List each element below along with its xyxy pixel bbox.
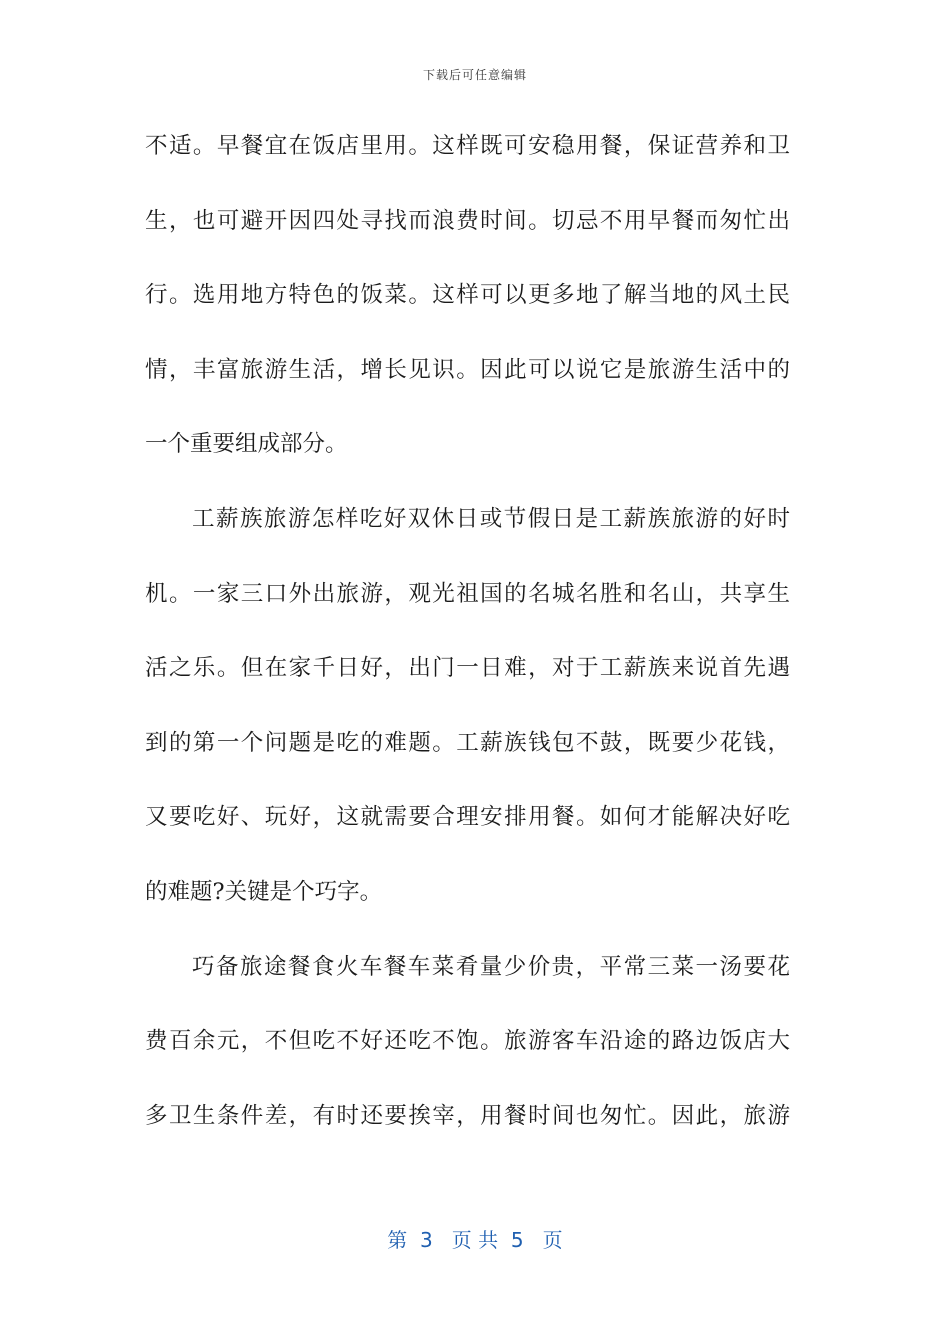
paragraph-3-line-3: 多卫生条件差，有时还要挨宰，用餐时间也匆忙。因此，旅游 [145, 1102, 790, 1129]
paragraph-1-line-1: 不适。早餐宜在饭店里用。这样既可安稳用餐，保证营养和卫 [145, 133, 790, 159]
paragraph-2-line-2: 机。一家三口外出旅游，观光祖国的名城名胜和名山，共享生 [145, 580, 790, 607]
paragraph-1-line-5: 一个重要组成部分。 [145, 431, 348, 458]
paragraph-2-line-4: 到的第一个问题是吃的难题。工薪族钱包不鼓，既要少花钱， [145, 729, 790, 756]
paragraph-3-line-2: 费百余元，不但吃不好还吃不饱。旅游客车沿途的路边饭店大 [145, 1028, 790, 1055]
header-note: 下载后可任意编辑 [422, 68, 527, 82]
paragraph-2-line-1: 工薪族旅游怎样吃好双休日或节假日是工薪族旅游的好时 [192, 505, 790, 532]
page-number-footer: 第 3 页 共 5 页 [387, 1228, 563, 1252]
paragraph-2-line-6: 的难题?关键是个巧字。 [145, 878, 383, 905]
document-body [145, 124, 790, 1168]
paragraph-1-line-2: 生，也可避开因四处寻找而浪费时间。切忌不用早餐而匆忙出 [145, 207, 790, 234]
paragraph-2-line-5: 又要吃好、玩好，这就需要合理安排用餐。如何才能解决好吃 [145, 804, 790, 831]
paragraph-2-line-3: 活之乐。但在家千日好，出门一日难，对于工薪族来说首先遇 [145, 655, 790, 682]
paragraph-1-line-4: 情，丰富旅游生活，增长见识。因此可以说它是旅游生活中的 [145, 356, 790, 383]
paragraph-3-line-1: 巧备旅途餐食火车餐车菜肴量少价贵，平常三菜一汤要花 [192, 953, 790, 980]
paragraph-1-line-3: 行。选用地方特色的饭菜。这样可以更多地了解当地的风土民 [145, 282, 790, 309]
